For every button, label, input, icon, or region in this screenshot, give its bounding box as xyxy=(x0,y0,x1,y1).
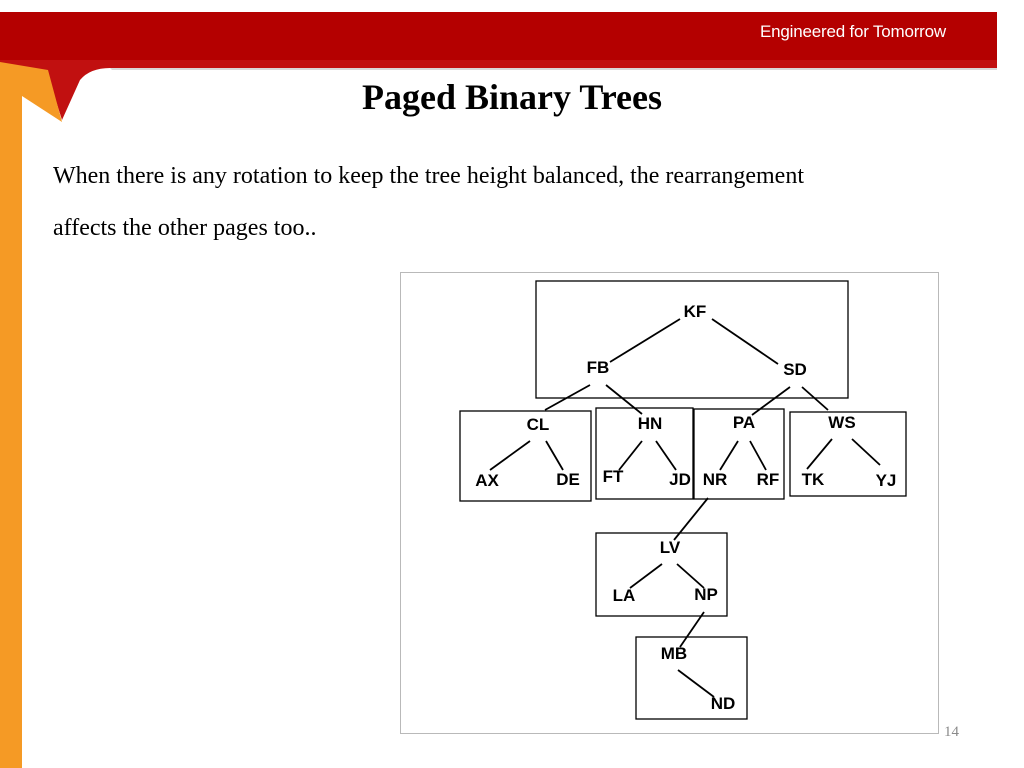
node-nr: NR xyxy=(702,470,728,489)
node-kf: KF xyxy=(683,302,707,321)
node-pa: PA xyxy=(732,413,756,432)
node-yj: YJ xyxy=(875,471,897,490)
node-de: DE xyxy=(556,470,580,489)
header-shadow xyxy=(110,68,997,70)
node-nd: ND xyxy=(710,694,736,713)
slide-body xyxy=(53,150,973,254)
node-hn: HN xyxy=(637,414,663,433)
paged-binary-tree-diagram xyxy=(400,272,940,735)
diagram-border xyxy=(401,273,939,734)
page-number: 14 xyxy=(944,724,959,740)
node-lv: LV xyxy=(659,538,681,557)
node-fb: FB xyxy=(586,358,610,377)
node-mb: MB xyxy=(660,644,688,663)
body-line-1: When there is any rotation to keep the tree height balanced, the rearrangement xyxy=(53,163,804,189)
node-sd: SD xyxy=(783,360,807,379)
body-line-2: affects the other pages too.. xyxy=(53,215,317,241)
node-tk: TK xyxy=(801,470,825,489)
brand-logo-text: Engineered for Tomorrow xyxy=(760,22,946,41)
node-rf: RF xyxy=(756,470,780,489)
node-ft: FT xyxy=(602,467,624,486)
slide-title: Paged Binary Trees xyxy=(362,77,662,117)
node-np: NP xyxy=(694,585,718,604)
node-cl: CL xyxy=(526,415,550,434)
node-ax: AX xyxy=(475,471,499,490)
node-ws: WS xyxy=(828,413,856,432)
node-la: LA xyxy=(612,586,636,605)
node-jd: JD xyxy=(669,470,691,489)
